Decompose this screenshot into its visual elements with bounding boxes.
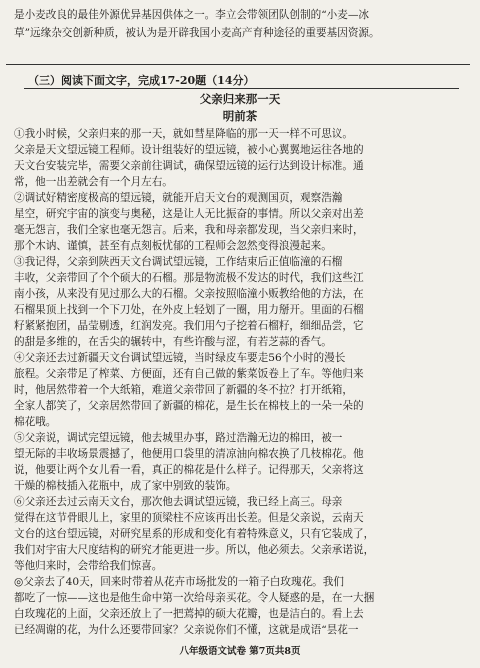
body-line: ④父亲还去过新疆天文台调试望远镜，当时绿皮车要走56个小时的漫长	[14, 352, 346, 364]
body-line: ②调试好精密度极高的望远镜，就能开启天文台的观测国页，观察浩瀚	[14, 192, 343, 204]
body-line: 天文台安装完毕，需要父亲前往调试，确保望远镜的运行达到设计标准。通	[14, 160, 364, 172]
body-line: 已经凋谢的花，为什么还要带回家？父亲说你们不懂，这就是成语“昙花一	[14, 624, 359, 636]
body-line: 父亲是天文望远镜工程师。设计组装好的望远镜，被小心翼翼地运往各地的	[14, 144, 364, 156]
body-line: ③我记得，父亲到陕西天文台调试望远镜，工作结束后正值临潼的石榴	[14, 256, 343, 268]
body-line: 白玫瑰花的上面，父亲还放上了一把蔫掉的硕大花瓣，也是洁白的。看上去	[14, 608, 364, 620]
body-line: ⑤父亲说，调试完望远镜，他去城里办事，路过浩瀚无边的棉田，被一	[14, 432, 343, 444]
body-line: ⑥父亲还去过云南天文台，那次他去调试望远镜，我已经上高三。母亲	[14, 496, 343, 508]
body-line: 南小孩，从来没有见过那么大的石榴。父亲按照临潼小贩教给他的方法，在	[14, 288, 364, 300]
body-line: 旅程。父亲带足了榨菜、方便面，还有自己做的紫菜饭卷上了车。等他归来	[14, 368, 364, 380]
section-heading-underline	[24, 88, 459, 89]
body-line: 我们对宇宙大尺度结构的研究才能更进一步。所以，他必须去。父亲承诺说，	[14, 544, 375, 556]
body-line: ①我小时候，父亲归来的那一天，就如彗星降临的那一天一样不可思议。	[14, 128, 353, 140]
body-line: 望无际的丰收场景震撼了，他便用口袋里的清凉油向棉农换了几枝棉花。他	[14, 448, 364, 460]
body-line: 星空，研究宇宙的演变与奥秘，这是让人无比振奋的事情。所以父亲对出差	[14, 208, 364, 220]
article-author: 明前茶	[222, 109, 258, 123]
body-line: 干燥的棉枝插入花瓶中，成了家中别致的装饰。	[14, 480, 237, 492]
body-line: 说，他要让两个女儿看一看，真正的棉花是什么样子。记得那天，父亲将这	[14, 464, 364, 476]
body-line: 觉得在这节骨眼儿上，家里的顶梁柱不应该再出长差。但是父亲说，云南天	[14, 512, 364, 524]
body-line: 文台的这台望远镜，对研究星系的形成和变化有着特殊意义，只有它装成了，	[14, 528, 375, 540]
body-line: 毫无怨言，我们全家也毫无怨言。后来，我和母亲都发现，当父亲归来时，	[14, 224, 364, 236]
body-line: 常，他一出差就会有一个月左右。	[14, 176, 173, 188]
body-line: 等他归来时，会带给我们惊喜。	[14, 560, 163, 572]
body-line: 棉花哦。	[14, 416, 57, 428]
body-line: 时，他居然带着一个大纸箱，难道父亲带回了新疆的冬不拉？打开纸箱，	[14, 384, 353, 396]
body-line: 都吃了一惊——这也是他生命中第一次给母亲买花。令人疑惑的是，在一大捆	[14, 592, 375, 604]
top-text-line-1: 是小麦改良的最佳外源优异基因供体之一。李立会带领团队创制的“小麦—冰	[14, 9, 370, 21]
body-line: 的甜是多维的，在舌尖的辗转中，有些许酸与涩，有若芝蒜的香气。	[14, 336, 332, 348]
body-line: 那个木讷、谨慎，甚至有点刻板忧郁的工程师会忽然变得浪漫起来。	[14, 240, 332, 252]
body-line: 全家人都笑了，父亲居然带回了新疆的棉花，是生长在棉枝上的一朵一朵的	[14, 400, 364, 412]
section-heading: （三）阅读下面文字，完成17-20题（14分）	[28, 74, 255, 87]
body-line: ◎父亲去了40天，回来时带着从花卉市场批发的一箱子白玫瑰花。我们	[14, 576, 344, 588]
article-title: 父亲归来那一天	[199, 92, 281, 106]
body-line: 石榴果顶上找到一个下刀处，在外皮上轻划了一圈，用力掰开。里面的石榴	[14, 304, 364, 316]
separator-line	[6, 64, 470, 65]
top-text-line-2: 草”远缘杂交创新种质，被认为是开辟我国小麦高产育种途径的重要基因资源。	[14, 27, 380, 39]
body-line: 籽紧紧抱团，晶莹剔透，红润发亮。我们用勺子挖着石榴籽，细细品尝，它	[14, 320, 364, 332]
body-line: 丰收，父亲带回了个个硕大的石榴。那是物流极不发达的时代，我们这些江	[14, 272, 364, 284]
page-footer: 八年级语文试卷 第7页共8页	[179, 646, 301, 657]
